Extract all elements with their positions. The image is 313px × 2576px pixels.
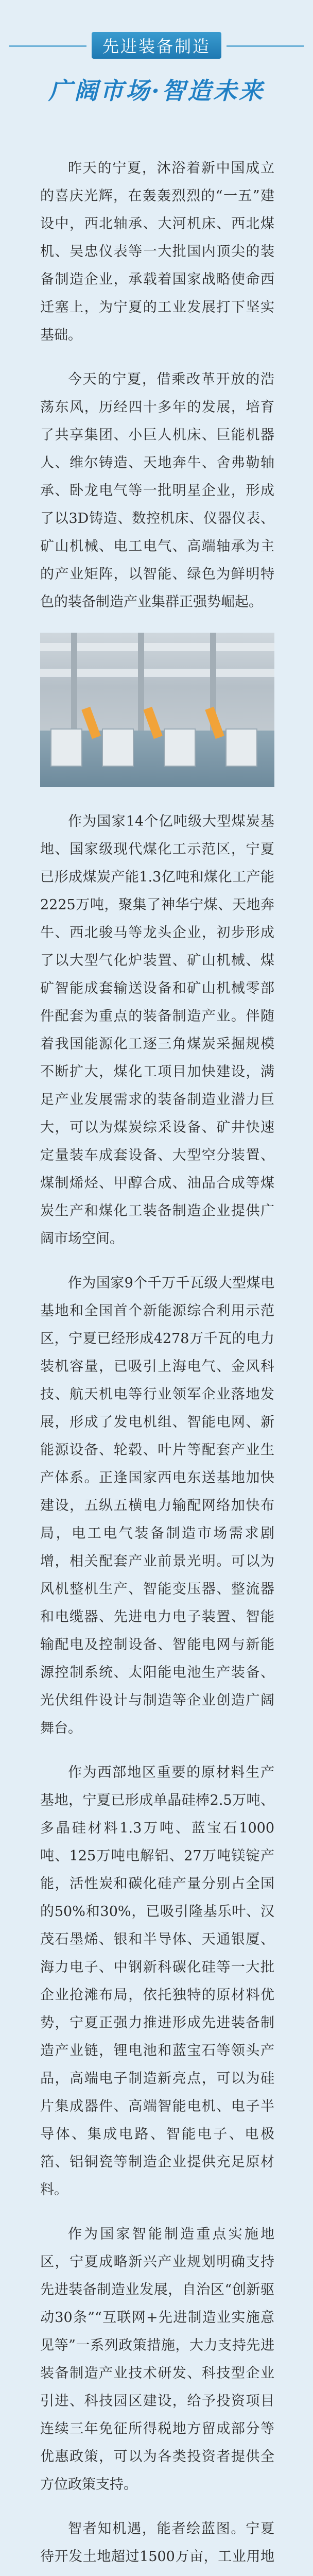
header (0, 0, 313, 144)
paragraph: 作为国家14个亿吨级大型煤炭基地、国家级现代煤化工示范区，宁夏已形成煤炭产能1.3亿吨和煤化工产能2225万吨，聚集了神华宁煤、天地奔牛、西北骏马等龙头企业，初步形成了以大型气化炉装置、矿山机械、煤矿智能成套输送设备和矿山机械零部件配套为重点的装备制造产业。伴随着我国能源化工逐三角煤炭采掘规模不断扩大，煤化工项目加快建设，满足产业发展需求的装备制造业潜力巨大，可以为煤炭综采设备、矿井快速定量装车成套设备、大型空分装置、煤制烯烃、甲醇合成、油品合成等煤炭生产和煤化工装备制造企业提供广阔市场空间。 (40, 814, 274, 1247)
section-label: 先进装备制造 (102, 37, 211, 56)
paragraph: 作为西部地区重要的原材料生产基地，宁夏已形成单晶硅棒2.5万吨、多晶硅材料1.3万吨、蓝宝石1000吨、125万吨电解铝、27万吨镁锭产能，活性炭和碳化硅产量分别占全国的50%和30%，已吸引隆基乐叶、汉茂石墨烯、银和半导体、天通银厦、海力电子、中钢新科碳化硅等一大批企业抢滩布局，依托独特的原材料优势，宁夏正强力推进形成先进装备制造产业链，锂电池和蓝宝石等领头产品，高端电子制造新亮点，可以为硅片集成器件、高端智能电机、电子半导体、集成电路、智能电子、电极箔、铝铜瓷等制造企业提供充足原材料。 (40, 1765, 274, 2198)
section-banner (92, 32, 221, 59)
article (40, 134, 274, 2576)
paragraph: 今天的宁夏，借乘改革开放的浩荡东风，历经四十多年的发展，培育了共享集团、小巨人机床、巨能机器人、维尔铸造、天地奔牛、舍弗勒轴承、卧龙电气等一批明星企业，形成了以3D铸造、数控机床、仪器仪表、矿山机械、电工电气、高端轴承为主的产业矩阵，以智能、绿色为鲜明特色的装备制造产业集群正强势崛起。 (40, 371, 274, 610)
page-title: 广阔市场·智造未来 (48, 77, 265, 105)
paragraph: 作为国家9个千万千瓦级大型煤电基地和全国首个新能源综合利用示范区，宁夏已经形成4278万千瓦的电力装机容量，已吸引上海电气、金风科技、航天机电等行业领军企业落地发展，形成了发电机组、智能电网、新能源设备、轮毂、叶片等配套产业生产体系。正逢国家西电东送基地加快建设，五纵五横电力输配网络加快布局，电工电气装备制造市场需求剧增，相关配套产业前景光明。可以为风机整机生产、智能变压器、整流器和电缆器、先进电力电子装置、智能输配电及控制设备、智能电网与新能源控制系统、太阳能电池生产装备、光伏组件设计与制造等企业创造广阔舞台。 (40, 1275, 274, 1736)
paragraph: 作为国家智能制造重点实施地区，宁夏成略新兴产业规划明确支持先进装备制造业发展，自治区“创新驱动30条”“互联网+先进制造业实施意见等”一系列政策措施，大力支持先进装备制造产业技术研发、科技型企业引进、科技园区建设，给予投资项目连续三年免征所得税地方留成部分等优惠政策，可以为各类投资者提供全方位政策支持。 (40, 2226, 274, 2493)
factory-photo (40, 633, 274, 787)
paragraph: 昨天的宁夏，沐浴着新中国成立的喜庆光辉，在轰轰烈烈的“一五”建设中，西北轴承、大河机床、西北煤机、吴忠仪表等一大批国内顶尖的装备制造企业，承载着国家战略使命西迁塞上，为宁夏的工业发展打下坚实基础。 (40, 160, 274, 343)
paragraph: 智者知机遇，能者绘蓝图。宁夏待开发土地超过1500万亩，工业用地 (40, 2521, 274, 2565)
